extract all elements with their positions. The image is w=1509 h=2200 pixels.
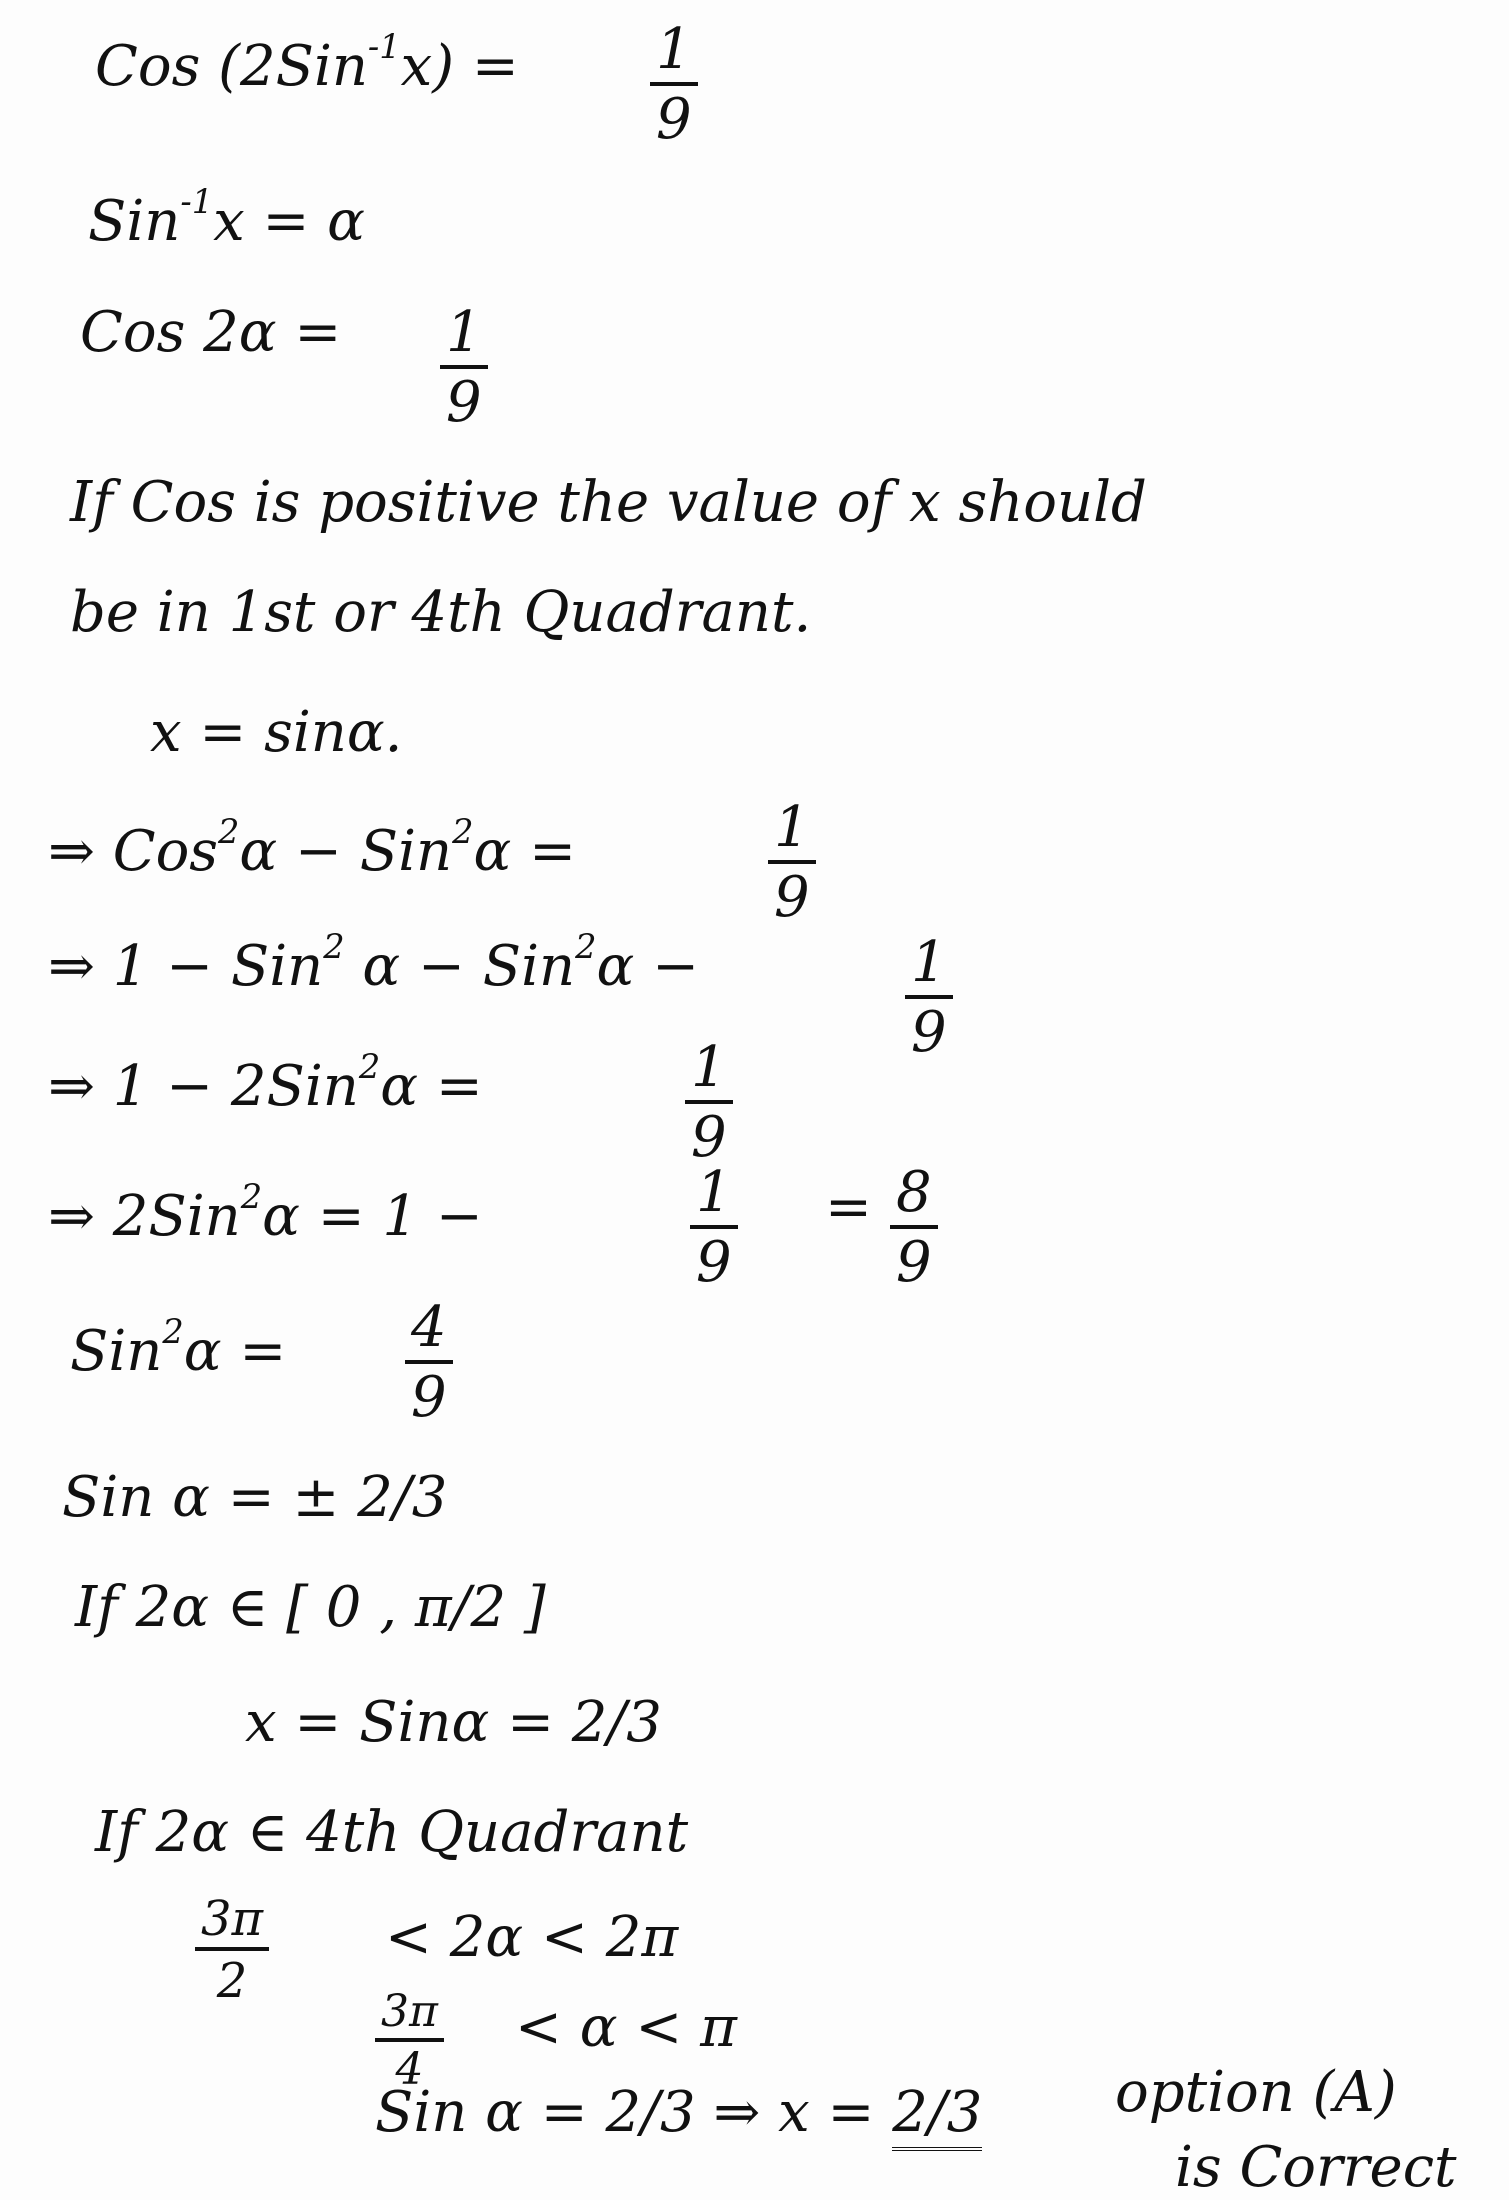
denominator: 9 bbox=[696, 1230, 732, 1295]
equation-line-12 bbox=[62, 1465, 448, 1530]
superscript: -1 bbox=[367, 27, 401, 66]
fraction-one-ninth bbox=[650, 17, 698, 152]
fraction-one-ninth bbox=[690, 1160, 738, 1295]
inequality-text bbox=[515, 1995, 737, 2060]
equation-text: If 2α ∈ 4th Quadrant bbox=[95, 1800, 689, 1865]
equation-text: < α < π bbox=[515, 1995, 737, 2060]
equation-line-15 bbox=[95, 1800, 689, 1865]
fraction-four-ninths bbox=[405, 1295, 453, 1430]
equation-line-8 bbox=[48, 927, 699, 999]
fraction-one-ninth bbox=[768, 795, 816, 930]
equation-text: ⇒ 1 − Sin bbox=[48, 933, 324, 999]
conclusion-text: option (A) bbox=[1115, 2060, 1397, 2125]
equation-line-7 bbox=[48, 812, 577, 884]
equation-line-6 bbox=[150, 700, 403, 765]
denominator: 9 bbox=[411, 1365, 447, 1430]
denominator: 9 bbox=[896, 1230, 932, 1295]
equation-text: α = 1 − bbox=[262, 1183, 483, 1249]
superscript: 2 bbox=[218, 812, 240, 851]
numerator: 1 bbox=[905, 935, 953, 999]
option-label bbox=[1115, 2060, 1397, 2125]
fraction-one-ninth bbox=[440, 300, 488, 435]
inequality-text bbox=[385, 1905, 679, 1970]
equation-line-9 bbox=[48, 1047, 483, 1119]
denominator: 9 bbox=[774, 865, 810, 930]
fraction-eight-ninths bbox=[890, 1160, 938, 1295]
superscript: 2 bbox=[358, 1047, 381, 1086]
equation-line-11 bbox=[70, 1312, 287, 1384]
superscript: 2 bbox=[162, 1312, 184, 1351]
equation-text: α − Sin bbox=[344, 933, 576, 999]
fraction-one-ninth bbox=[905, 930, 953, 1065]
numerator: 1 bbox=[768, 800, 816, 864]
equation-text: x = Sinα = 2/3 bbox=[245, 1690, 662, 1755]
equation-line-10 bbox=[48, 1177, 483, 1249]
equation-text: Cos (2Sin bbox=[95, 33, 368, 99]
numerator: 1 bbox=[440, 305, 488, 369]
final-answer: 2/3 bbox=[892, 2080, 982, 2151]
equation-line-14 bbox=[245, 1690, 662, 1755]
equation-line-18 bbox=[375, 2080, 983, 2145]
sentence: be in 1st or 4th Quadrant. bbox=[70, 580, 812, 645]
fraction-one-ninth bbox=[685, 1035, 733, 1170]
fraction-three-pi-over-two bbox=[195, 1891, 269, 2009]
numerator: 1 bbox=[690, 1165, 738, 1229]
equation-line-1 bbox=[95, 27, 519, 99]
superscript: 2 bbox=[240, 1177, 263, 1216]
equation-text: α = bbox=[183, 1318, 287, 1384]
equation-text: Sin bbox=[88, 188, 181, 254]
sentence: If Cos is positive the value of x should bbox=[70, 470, 1147, 535]
equation-text: α = bbox=[473, 818, 577, 884]
numerator: 4 bbox=[405, 1300, 453, 1364]
equation-text: α = bbox=[380, 1053, 483, 1119]
numerator: 3π bbox=[375, 1990, 444, 2042]
conclusion-text: is Correct bbox=[1175, 2135, 1457, 2200]
equation-text: ⇒ 1 − 2Sin bbox=[48, 1053, 359, 1119]
equation-line-13 bbox=[75, 1575, 546, 1640]
denominator: 4 bbox=[395, 2044, 424, 2095]
equals-sign: = bbox=[825, 1175, 872, 1240]
equation-text: x = sinα. bbox=[150, 700, 403, 765]
numerator: 1 bbox=[685, 1040, 733, 1104]
equation-text: ⇒ Cos bbox=[48, 818, 219, 884]
numerator: 3π bbox=[195, 1895, 269, 1951]
equation-text: ⇒ 2Sin bbox=[48, 1183, 241, 1249]
numerator: 8 bbox=[890, 1165, 938, 1229]
text-line-4 bbox=[70, 470, 1147, 535]
equation-text: x) = bbox=[400, 33, 519, 99]
equation-line-3 bbox=[80, 300, 342, 365]
equation-text: x = α bbox=[213, 188, 365, 254]
superscript: 2 bbox=[323, 927, 345, 966]
denominator: 9 bbox=[656, 87, 692, 152]
conclusion-line bbox=[1175, 2135, 1457, 2200]
equation-text: Sin α = ± 2/3 bbox=[62, 1465, 448, 1530]
equation-text: < 2α < 2π bbox=[385, 1905, 679, 1970]
denominator: 2 bbox=[216, 1953, 248, 2009]
equation-text: Sin α = 2/3 ⇒ x = bbox=[375, 2080, 893, 2145]
superscript: -1 bbox=[180, 182, 214, 221]
equation-text: Cos 2α = bbox=[80, 300, 342, 365]
denominator: 9 bbox=[446, 370, 482, 435]
equation-text: Sin bbox=[70, 1318, 163, 1384]
denominator: 9 bbox=[911, 1000, 947, 1065]
equation-text: α − Sin bbox=[239, 818, 453, 884]
superscript: 2 bbox=[575, 927, 597, 966]
superscript: 2 bbox=[452, 812, 474, 851]
equation-text: α − bbox=[596, 933, 699, 999]
text-line-5 bbox=[70, 580, 812, 645]
fraction-three-pi-over-four bbox=[375, 1986, 444, 2095]
numerator: 1 bbox=[650, 22, 698, 86]
equation-text: If 2α ∈ [ 0 , π/2 ] bbox=[75, 1575, 546, 1640]
denominator: 9 bbox=[691, 1105, 727, 1170]
equation-line-2 bbox=[88, 182, 365, 254]
